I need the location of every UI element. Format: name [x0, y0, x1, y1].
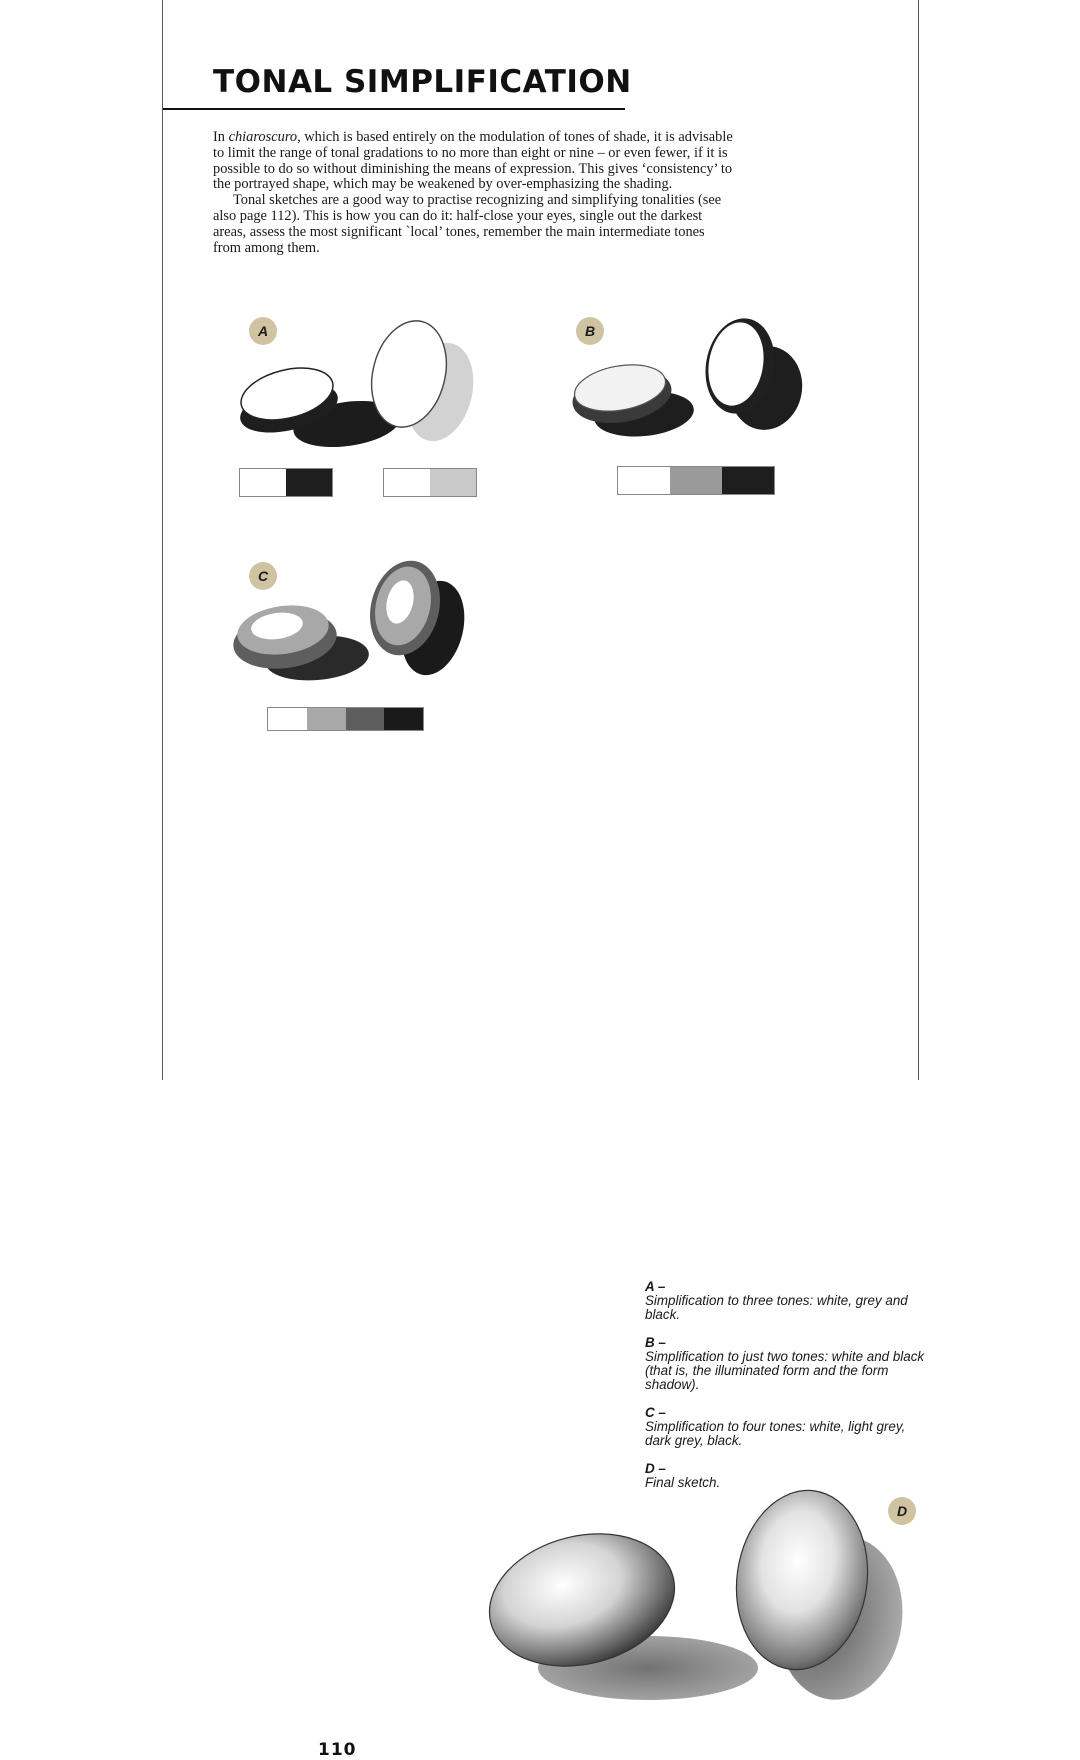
tone-white [268, 708, 307, 730]
paragraph-1 [213, 130, 733, 193]
caption-b-text: Simplification to just two tones: white and black (that is, the illuminated form and the form shadow). [645, 1349, 925, 1392]
figure-a-tone-swatch-left [239, 468, 333, 497]
paragraph-1-rest: , which is based entirely on the modulation of tones of shade, it is advisable to limit the range of tonal gradations to no more than eight or nine – or even fewer, if it is possible to do so without diminishing the means of expression. This gives ‘consistency’ to the portrayed shape, which may be weakened by over-emphasizing the shading. [213, 129, 733, 193]
caption-a [645, 1280, 930, 1322]
page-number: 110 [318, 1740, 357, 1760]
caption-c-key: C – [645, 1405, 666, 1420]
figure-d-drawing [478, 1468, 938, 1718]
tone-light-grey [307, 708, 346, 730]
tone-black [384, 708, 423, 730]
caption-c [645, 1406, 930, 1448]
figure-b-tone-swatch [617, 466, 775, 495]
caption-a-text: Simplification to three tones: white, grey and black. [645, 1293, 908, 1322]
tone-dark-grey [346, 708, 385, 730]
caption-d-key: D – [645, 1461, 666, 1476]
tone-black [722, 467, 774, 494]
tone-grey [430, 469, 476, 496]
chiaroscuro-term: chiaroscuro [228, 129, 298, 145]
tone-black [286, 469, 332, 496]
caption-b [645, 1336, 930, 1392]
caption-a-key: A – [645, 1279, 666, 1294]
paragraph-2: Tonal sketches are a good way to practise recognizing and simplifying tonalities (see also page 112). This is how you can do it: half-close your eyes, single out the darkest areas, assess the most significant `local’ tones, remember the main intermediate tones from among them. [213, 192, 722, 256]
title-underline [163, 108, 625, 110]
body-text [213, 130, 733, 256]
caption-c-text: Simplification to four tones: white, light grey, dark grey, black. [645, 1419, 906, 1448]
figure-a-badge: A [249, 317, 277, 345]
tone-white [384, 469, 430, 496]
caption-b-key: B – [645, 1335, 666, 1350]
figure-d-badge: D [888, 1497, 916, 1525]
figure-a-drawing [235, 312, 475, 452]
figure-c-drawing [225, 558, 465, 688]
figure-b-drawing [568, 312, 813, 442]
caption-d-text: Final sketch. [645, 1475, 721, 1490]
page-title: TONAL SIMPLIFICATION [213, 64, 632, 100]
figure-a-tone-swatch-right [383, 468, 477, 497]
figure-c-badge: C [249, 562, 277, 590]
figure-b-badge: B [576, 317, 604, 345]
figure-c-tone-swatch [267, 707, 925, 1760]
tone-white [618, 467, 670, 494]
tone-white [240, 469, 286, 496]
tone-grey [670, 467, 722, 494]
paragraph-1-start: In [213, 129, 229, 145]
book-page [162, 0, 925, 1760]
